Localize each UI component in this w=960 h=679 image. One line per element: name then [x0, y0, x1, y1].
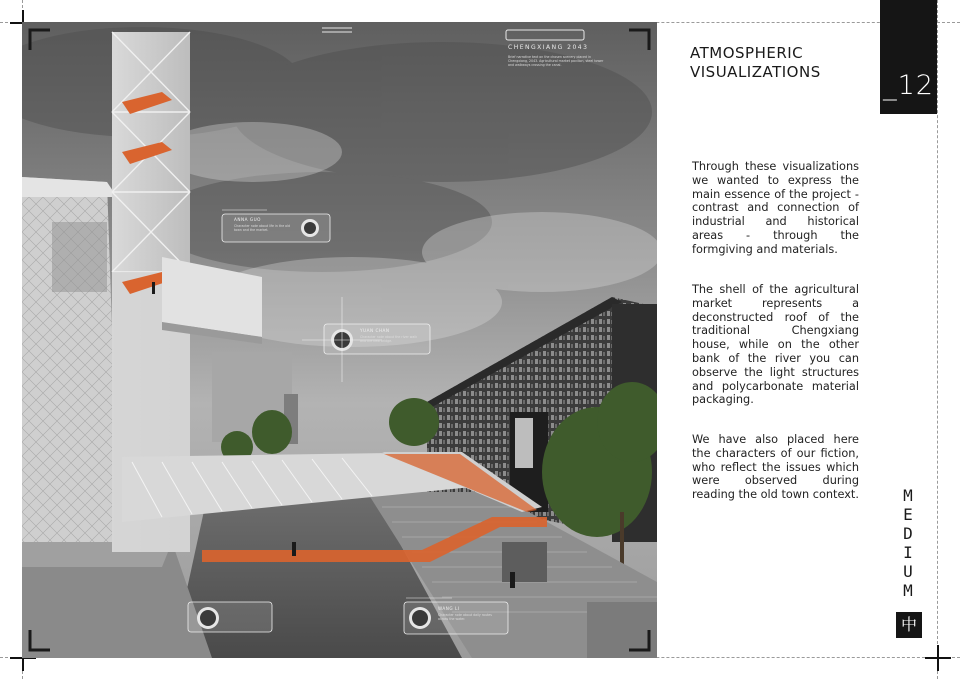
page-title: [690, 44, 870, 82]
character-tag-2-name: YUAN CHAN: [360, 328, 390, 333]
vertical-letter: E: [903, 505, 913, 524]
paragraph-3: We have also placed here the characters of our fiction, who reflect the issues which were observed during reading the old town context.: [692, 433, 859, 502]
paragraph-1: Through these visualizations we wanted to express the main essence of the project - contrast and connection of industrial and historical areas - through the formgiving and materials.: [692, 160, 859, 256]
character-tag-4-name: WANG LI: [438, 606, 460, 611]
vertical-letter: M: [903, 581, 913, 600]
architectural-rendering: [22, 22, 657, 658]
frame-line-right: [937, 0, 938, 679]
crop-mark-bottom-right: [925, 645, 951, 671]
vertical-letter: D: [903, 524, 913, 543]
hud-text: Brief narrative text on the chosen scenery placed in Chengxiang, 2043. Agricultural market pavilion, steel tower and walkways crossing the canal.: [508, 55, 604, 68]
vertical-label-medium: [899, 486, 917, 600]
page-title-line-2: VISUALIZATIONS: [690, 63, 821, 81]
character-tag-1-name: ANNA GUO: [234, 217, 261, 222]
page-number: _12: [883, 70, 934, 101]
character-tag-4-text: Character note about daily routes across the water.: [438, 613, 492, 622]
chinese-glyph-badge: 中: [896, 612, 922, 638]
character-tag-1-text: Character note about life in the old town and the market.: [234, 224, 291, 233]
page-title-line-1: ATMOSPHERIC: [690, 44, 804, 62]
page-number-tab: [880, 0, 937, 114]
hud-title: CHENGXIANG 2043: [508, 44, 589, 51]
vertical-letter: U: [903, 562, 913, 581]
character-tag-2-text: Character note about the river walk and the new bridge.: [360, 335, 418, 344]
vertical-letter: M: [903, 486, 913, 505]
vertical-letter: I: [903, 543, 913, 562]
paragraph-2: The shell of the agricultural market represents a deconstructed roof of the traditional Chengxiang house, while on the other bank of the river you can observe the light structures and polycarbonate material packaging.: [692, 283, 859, 407]
